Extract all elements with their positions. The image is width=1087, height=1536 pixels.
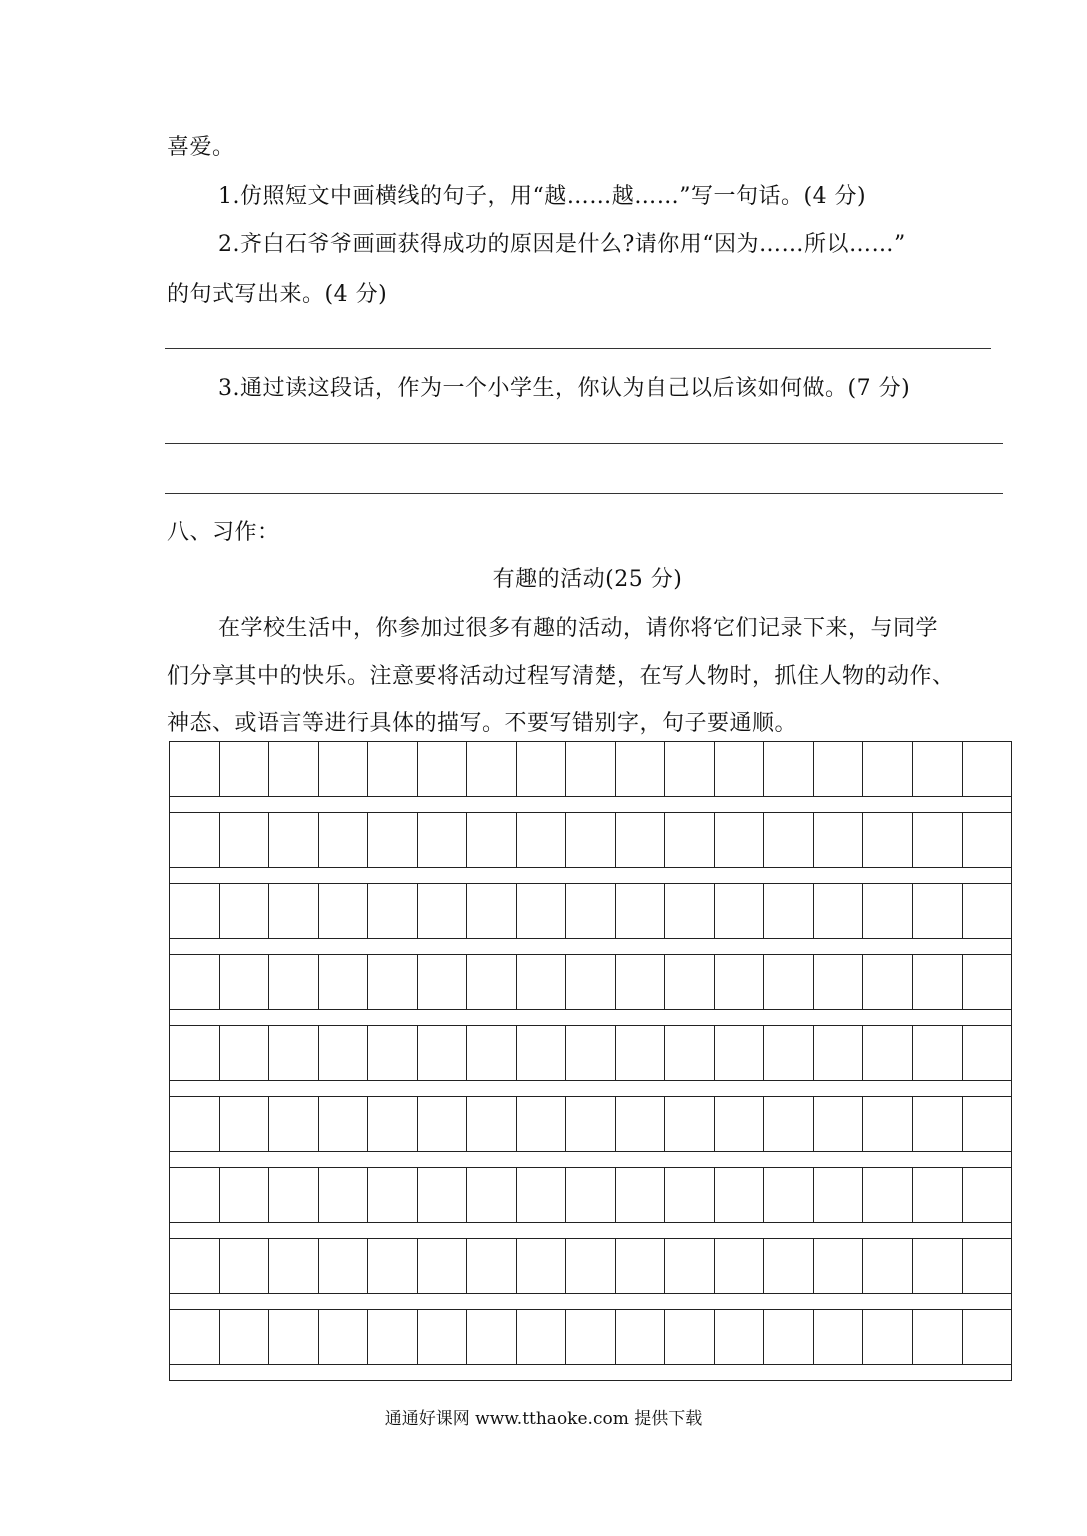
grid-row-gap: [170, 1081, 1011, 1097]
grid-cell[interactable]: [863, 1097, 913, 1151]
grid-row: [170, 813, 1011, 868]
grid-cell[interactable]: [170, 1097, 220, 1151]
grid-row: [170, 1239, 1011, 1294]
grid-cell[interactable]: [517, 1310, 567, 1364]
grid-cell[interactable]: [566, 884, 616, 938]
grid-cell[interactable]: [814, 813, 864, 867]
grid-cell[interactable]: [170, 1168, 220, 1222]
grid-cell[interactable]: [269, 1310, 319, 1364]
grid-cell[interactable]: [319, 1168, 369, 1222]
grid-cell[interactable]: [269, 813, 319, 867]
essay-prompt-line-1: 在学校生活中，你参加过很多有趣的活动，请你将它们记录下来，与同学: [218, 616, 939, 641]
grid-cell[interactable]: [665, 1026, 715, 1080]
composition-grid[interactable]: [169, 741, 1012, 1381]
grid-cell[interactable]: [814, 1168, 864, 1222]
grid-cell[interactable]: [616, 884, 666, 938]
grid-cell[interactable]: [368, 742, 418, 796]
grid-cell[interactable]: [715, 1168, 765, 1222]
grid-cell[interactable]: [616, 955, 666, 1009]
grid-cell[interactable]: [616, 1168, 666, 1222]
grid-cell[interactable]: [764, 742, 814, 796]
grid-cell[interactable]: [665, 955, 715, 1009]
grid-row-gap: [170, 939, 1011, 955]
question-2-line-1: 2.齐白石爷爷画画获得成功的原因是什么?请你用“因为……所以……”: [218, 232, 906, 257]
grid-cell[interactable]: [220, 813, 270, 867]
grid-cell[interactable]: [963, 813, 1012, 867]
grid-cell[interactable]: [764, 884, 814, 938]
grid-cell[interactable]: [913, 742, 963, 796]
grid-row-gap: [170, 1223, 1011, 1239]
grid-cell[interactable]: [418, 1097, 468, 1151]
grid-cell[interactable]: [220, 1310, 270, 1364]
question-3: 3.通过读这段话，作为一个小学生，你认为自己以后该如何做。(7 分): [218, 376, 911, 401]
grid-cell[interactable]: [863, 1168, 913, 1222]
grid-cell[interactable]: [665, 1239, 715, 1293]
grid-cell[interactable]: [170, 1239, 220, 1293]
grid-cell[interactable]: [566, 1168, 616, 1222]
grid-cell[interactable]: [665, 1168, 715, 1222]
grid-cell[interactable]: [418, 1239, 468, 1293]
grid-cell[interactable]: [467, 1097, 517, 1151]
footer-source: 通通好课网 www.tthaoke.com 提供下载: [384, 1409, 703, 1429]
grid-cell[interactable]: [418, 1310, 468, 1364]
grid-cell[interactable]: [863, 884, 913, 938]
grid-cell[interactable]: [764, 1239, 814, 1293]
grid-cell[interactable]: [170, 955, 220, 1009]
grid-cell[interactable]: [418, 1026, 468, 1080]
grid-cell[interactable]: [913, 1310, 963, 1364]
grid-cell[interactable]: [715, 955, 765, 1009]
grid-row-gap: [170, 1365, 1011, 1381]
grid-row-gap: [170, 1010, 1011, 1026]
grid-cell[interactable]: [913, 1168, 963, 1222]
grid-cell[interactable]: [170, 1310, 220, 1364]
grid-cell[interactable]: [319, 884, 369, 938]
grid-row: [170, 884, 1011, 939]
grid-cell[interactable]: [418, 813, 468, 867]
grid-cell[interactable]: [319, 742, 369, 796]
grid-cell[interactable]: [269, 955, 319, 1009]
grid-cell[interactable]: [863, 813, 913, 867]
grid-cell[interactable]: [616, 1026, 666, 1080]
section-8-heading: 八、习作：: [167, 520, 280, 545]
grid-cell[interactable]: [319, 1310, 369, 1364]
grid-cell[interactable]: [963, 742, 1012, 796]
grid-cell[interactable]: [467, 955, 517, 1009]
grid-cell[interactable]: [467, 1168, 517, 1222]
grid-cell[interactable]: [566, 1026, 616, 1080]
grid-cell[interactable]: [269, 1239, 319, 1293]
grid-cell[interactable]: [616, 813, 666, 867]
essay-prompt-line-3: 神态、或语言等进行具体的描写。不要写错别字，句子要通顺。: [167, 711, 798, 736]
grid-cell[interactable]: [467, 813, 517, 867]
grid-cell[interactable]: [566, 1097, 616, 1151]
grid-cell[interactable]: [368, 955, 418, 1009]
paragraph-ending: 喜爱。: [167, 135, 235, 160]
grid-cell[interactable]: [665, 813, 715, 867]
grid-row-gap: [170, 1294, 1011, 1310]
grid-cell[interactable]: [517, 813, 567, 867]
grid-cell[interactable]: [467, 742, 517, 796]
essay-prompt-line-2: 们分享其中的快乐。注意要将活动过程写清楚，在写人物时，抓住人物的动作、: [167, 664, 955, 689]
grid-cell[interactable]: [764, 1097, 814, 1151]
grid-cell[interactable]: [220, 742, 270, 796]
grid-cell[interactable]: [913, 1239, 963, 1293]
grid-cell[interactable]: [963, 1168, 1012, 1222]
grid-cell[interactable]: [963, 955, 1012, 1009]
grid-cell[interactable]: [368, 1097, 418, 1151]
grid-cell[interactable]: [665, 884, 715, 938]
grid-cell[interactable]: [863, 955, 913, 1009]
grid-cell[interactable]: [963, 1310, 1012, 1364]
grid-cell[interactable]: [814, 1026, 864, 1080]
grid-cell[interactable]: [467, 884, 517, 938]
grid-cell[interactable]: [220, 1168, 270, 1222]
grid-cell[interactable]: [319, 1239, 369, 1293]
grid-cell[interactable]: [715, 813, 765, 867]
grid-cell[interactable]: [467, 1239, 517, 1293]
grid-cell[interactable]: [814, 1097, 864, 1151]
grid-row: [170, 1097, 1011, 1152]
grid-cell[interactable]: [863, 1239, 913, 1293]
grid-cell[interactable]: [517, 955, 567, 1009]
grid-cell[interactable]: [319, 813, 369, 867]
grid-cell[interactable]: [220, 1239, 270, 1293]
grid-row-gap: [170, 797, 1011, 813]
grid-cell[interactable]: [814, 1239, 864, 1293]
grid-cell[interactable]: [269, 1097, 319, 1151]
grid-cell[interactable]: [963, 884, 1012, 938]
grid-cell[interactable]: [220, 1026, 270, 1080]
grid-cell[interactable]: [368, 1239, 418, 1293]
grid-cell[interactable]: [863, 1310, 913, 1364]
grid-cell[interactable]: [566, 813, 616, 867]
grid-cell[interactable]: [368, 1168, 418, 1222]
grid-cell[interactable]: [467, 1310, 517, 1364]
grid-row-gap: [170, 868, 1011, 884]
grid-cell[interactable]: [517, 1097, 567, 1151]
grid-row: [170, 742, 1011, 797]
grid-cell[interactable]: [715, 1026, 765, 1080]
grid-cell[interactable]: [764, 1026, 814, 1080]
grid-cell[interactable]: [368, 1026, 418, 1080]
grid-cell[interactable]: [319, 955, 369, 1009]
grid-cell[interactable]: [220, 955, 270, 1009]
grid-row: [170, 1026, 1011, 1081]
grid-cell[interactable]: [616, 742, 666, 796]
grid-cell[interactable]: [715, 1310, 765, 1364]
grid-cell[interactable]: [220, 884, 270, 938]
grid-row: [170, 1310, 1011, 1365]
grid-cell[interactable]: [319, 1097, 369, 1151]
grid-cell[interactable]: [566, 1310, 616, 1364]
grid-cell[interactable]: [319, 1026, 369, 1080]
grid-cell[interactable]: [863, 1026, 913, 1080]
grid-cell[interactable]: [665, 742, 715, 796]
answer-line-q2: [165, 348, 991, 349]
grid-cell[interactable]: [715, 742, 765, 796]
answer-line-q3-2: [165, 493, 1003, 494]
grid-cell[interactable]: [467, 1026, 517, 1080]
grid-cell[interactable]: [764, 955, 814, 1009]
grid-cell[interactable]: [764, 813, 814, 867]
grid-cell[interactable]: [665, 1310, 715, 1364]
grid-cell[interactable]: [665, 1097, 715, 1151]
grid-cell[interactable]: [368, 813, 418, 867]
grid-cell[interactable]: [517, 1168, 567, 1222]
grid-cell[interactable]: [913, 884, 963, 938]
grid-cell[interactable]: [517, 742, 567, 796]
grid-cell[interactable]: [517, 1026, 567, 1080]
grid-cell[interactable]: [368, 884, 418, 938]
grid-cell[interactable]: [616, 1239, 666, 1293]
grid-cell[interactable]: [913, 1097, 963, 1151]
question-2-line-2: 的句式写出来。(4 分): [167, 282, 388, 307]
grid-cell[interactable]: [616, 1310, 666, 1364]
grid-cell[interactable]: [220, 1097, 270, 1151]
grid-cell[interactable]: [269, 742, 319, 796]
grid-cell[interactable]: [715, 1097, 765, 1151]
grid-cell[interactable]: [913, 813, 963, 867]
grid-row: [170, 1168, 1011, 1223]
grid-cell[interactable]: [814, 1310, 864, 1364]
grid-cell[interactable]: [170, 1026, 220, 1080]
grid-cell[interactable]: [418, 1168, 468, 1222]
grid-cell[interactable]: [814, 884, 864, 938]
grid-cell[interactable]: [170, 884, 220, 938]
grid-cell[interactable]: [170, 813, 220, 867]
grid-cell[interactable]: [616, 1097, 666, 1151]
grid-cell[interactable]: [269, 1026, 319, 1080]
essay-title: 有趣的活动(25 分): [492, 567, 683, 592]
grid-cell[interactable]: [269, 1168, 319, 1222]
grid-cell[interactable]: [566, 742, 616, 796]
grid-cell[interactable]: [863, 742, 913, 796]
answer-line-q3-1: [165, 443, 1003, 444]
question-1: 1.仿照短文中画横线的句子，用“越……越……”写一句话。(4 分): [218, 184, 867, 209]
grid-cell[interactable]: [913, 955, 963, 1009]
grid-cell[interactable]: [715, 1239, 765, 1293]
grid-cell[interactable]: [764, 1168, 814, 1222]
grid-cell[interactable]: [814, 742, 864, 796]
grid-cell[interactable]: [963, 1097, 1012, 1151]
grid-cell[interactable]: [814, 955, 864, 1009]
grid-cell[interactable]: [368, 1310, 418, 1364]
grid-cell[interactable]: [517, 884, 567, 938]
grid-cell[interactable]: [963, 1239, 1012, 1293]
grid-cell[interactable]: [517, 1239, 567, 1293]
grid-cell[interactable]: [764, 1310, 814, 1364]
grid-row: [170, 955, 1011, 1010]
grid-row-gap: [170, 1152, 1011, 1168]
grid-cell[interactable]: [566, 955, 616, 1009]
grid-cell[interactable]: [963, 1026, 1012, 1080]
grid-cell[interactable]: [418, 955, 468, 1009]
grid-cell[interactable]: [566, 1239, 616, 1293]
grid-cell[interactable]: [170, 742, 220, 796]
grid-cell[interactable]: [418, 742, 468, 796]
grid-cell[interactable]: [269, 884, 319, 938]
grid-cell[interactable]: [913, 1026, 963, 1080]
grid-cell[interactable]: [418, 884, 468, 938]
grid-cell[interactable]: [715, 884, 765, 938]
